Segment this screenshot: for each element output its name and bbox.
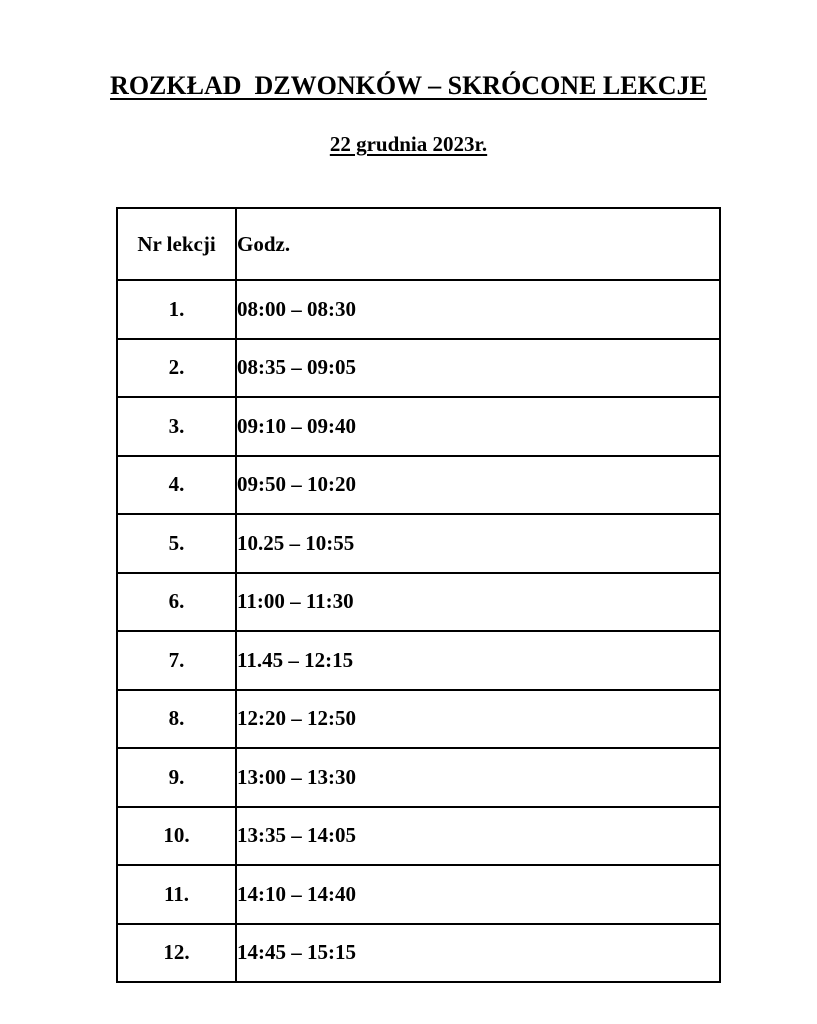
lesson-time: 12:20 – 12:50 bbox=[236, 690, 720, 749]
lesson-time: 13:00 – 13:30 bbox=[236, 748, 720, 807]
lesson-number: 1. bbox=[117, 280, 236, 339]
table-row bbox=[117, 514, 720, 573]
bell-schedule-table bbox=[116, 207, 721, 983]
lesson-time: 08:00 – 08:30 bbox=[236, 280, 720, 339]
page-title-text: ROZKŁAD DZWONKÓW – SKRÓCONE LEKCJE bbox=[110, 71, 707, 100]
lesson-time: 09:50 – 10:20 bbox=[236, 456, 720, 515]
lesson-time: 09:10 – 09:40 bbox=[236, 397, 720, 456]
lesson-number: 2. bbox=[117, 339, 236, 398]
table-row bbox=[117, 690, 720, 749]
table-row bbox=[117, 631, 720, 690]
lesson-number: 8. bbox=[117, 690, 236, 749]
table-row bbox=[117, 865, 720, 924]
lesson-time: 08:35 – 09:05 bbox=[236, 339, 720, 398]
lesson-time: 13:35 – 14:05 bbox=[236, 807, 720, 866]
table-row bbox=[117, 339, 720, 398]
column-header-lesson-number: Nr lekcji bbox=[117, 208, 236, 280]
lesson-number: 11. bbox=[117, 865, 236, 924]
lesson-time: 14:10 – 14:40 bbox=[236, 865, 720, 924]
lesson-time: 11.45 – 12:15 bbox=[236, 631, 720, 690]
table-row bbox=[117, 924, 720, 983]
schedule-date-text: 22 grudnia 2023r. bbox=[329, 132, 488, 156]
lesson-number: 3. bbox=[117, 397, 236, 456]
lesson-number: 5. bbox=[117, 514, 236, 573]
table-row bbox=[117, 280, 720, 339]
table-header-row bbox=[117, 208, 720, 280]
column-header-time: Godz. bbox=[236, 208, 720, 280]
table-row bbox=[117, 573, 720, 632]
lesson-time: 10.25 – 10:55 bbox=[236, 514, 720, 573]
lesson-number: 12. bbox=[117, 924, 236, 983]
table-row bbox=[117, 748, 720, 807]
schedule-date bbox=[0, 127, 817, 161]
table-row bbox=[117, 456, 720, 515]
lesson-time: 14:45 – 15:15 bbox=[236, 924, 720, 983]
lesson-time: 11:00 – 11:30 bbox=[236, 573, 720, 632]
lesson-number: 9. bbox=[117, 748, 236, 807]
lesson-number: 10. bbox=[117, 807, 236, 866]
page-title bbox=[0, 66, 817, 106]
table-row bbox=[117, 807, 720, 866]
table-row bbox=[117, 397, 720, 456]
lesson-number: 7. bbox=[117, 631, 236, 690]
lesson-number: 4. bbox=[117, 456, 236, 515]
lesson-number: 6. bbox=[117, 573, 236, 632]
